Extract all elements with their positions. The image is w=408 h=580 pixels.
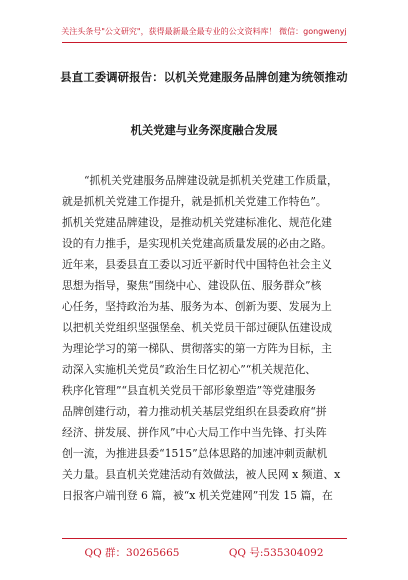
body-line: 设的有力推手，是实现机关党建高质量发展的必由之路。 <box>62 237 332 250</box>
footer <box>0 545 408 560</box>
body-line: 品牌创建行动，着力推动机关基层党组织在县委政府“拼 <box>62 405 327 418</box>
footer-qq-number: QQ 号:535304092 <box>228 547 324 559</box>
header-banner: 关注头条号"公文研究"，获得最新最全最专业的公文资料库！ 微信：gongwenyj <box>61 27 347 36</box>
body-line: 以把机关党组织坚强堡垒、机关党员干部过硬队伍建设成 <box>62 321 332 334</box>
body-line: 思想为指导，聚焦“围绕中心、建设队伍、服务群众”核 <box>62 279 322 292</box>
body-line: 心任务，坚持政治为基、服务为本、创新为要、发展为上 <box>62 300 332 313</box>
document-title: 县直工委调研报告：以机关党建服务品牌创建为统领推动 <box>60 71 348 84</box>
footer-qq-group: QQ 群：30265665 <box>84 547 180 559</box>
body-line: “抓机关党建服务品牌建设就是抓机关党建工作质量， <box>84 174 338 187</box>
body-line: 抓机关党建品牌建设，是推动机关党建标准化、规范化建 <box>62 216 332 229</box>
body-line: 经济、拼发展、拼作风”中心大局工作中当先锋、打头阵 <box>62 426 327 439</box>
document-body <box>62 170 352 506</box>
body-line: 创一流，为推进县委“1515”总体思路的加速冲刺贡献机 <box>62 447 328 460</box>
body-line: 秩序化管理”“县直机关党员干部形象塑造”等党建服务 <box>62 384 317 397</box>
body-line: 近年来，县委县直工委以习近平新时代中国特色社会主义 <box>62 258 332 271</box>
footer-divider <box>62 538 347 539</box>
body-line: 关力量。县直机关党建活动有效做法，被人民网 x 频道、x <box>62 468 341 481</box>
body-line: 为理论学习的第一梯队、贯彻落实的第一方阵为目标，主 <box>62 342 332 355</box>
body-line: 就是抓机关党建工作提升，就是抓机关党建工作特色”。 <box>62 195 327 208</box>
body-line: 动深入实施机关党员“政治生日忆初心”“机关规范化、 <box>62 363 317 376</box>
document-subtitle: 机关党建与业务深度融合发展 <box>130 124 278 137</box>
header-divider <box>62 42 347 43</box>
body-line: 日报客户端刊登 6 篇，被“x 机关党建网”刊发 15 篇，在 <box>62 489 333 502</box>
